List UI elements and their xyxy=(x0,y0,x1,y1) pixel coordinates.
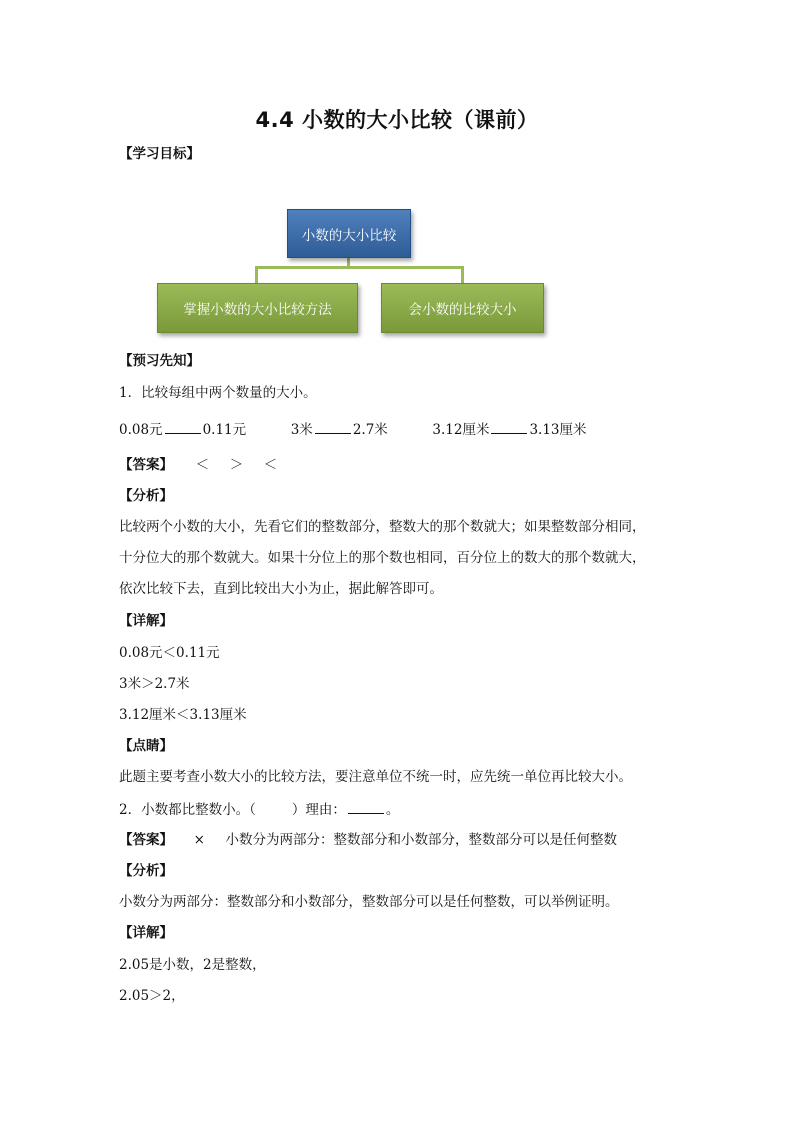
q1-item-3-left: 3.12厘米 xyxy=(432,422,490,438)
q1-item-1-right: 0.11元 xyxy=(202,422,247,438)
q1-answer-3: ＜ xyxy=(263,457,278,473)
q2-stem-part-2: ）理由： xyxy=(291,802,346,818)
q1-answer-2: ＞ xyxy=(229,457,244,473)
q2-answer-mark: × xyxy=(193,832,205,848)
q1-item-3-right: 3.13厘米 xyxy=(529,422,587,438)
diagram-child-node-2: 会小数的比较大小 xyxy=(381,283,544,333)
q2-detail-1: 2.05是小数，2是整数， xyxy=(119,957,266,973)
q1-comment-label: 【点睛】 xyxy=(119,738,173,754)
diagram-child-node-1: 掌握小数的大小比较方法 xyxy=(157,283,358,333)
q1-detail-2: 3米＞2.7米 xyxy=(119,676,190,692)
q2-stem-part-3: 。 xyxy=(385,802,400,818)
q2-detail-label: 【详解】 xyxy=(119,925,173,941)
q1-item-1-blank xyxy=(165,420,201,434)
q1-analysis-line-3: 依次比较下去，直到比较出大小为止，据此解答即可。 xyxy=(119,581,443,597)
connector-left xyxy=(255,266,258,283)
q1-analysis-line-2: 十分位大的那个数就大。如果十分位上的那个数也相同，百分位上的数大的那个数就大， xyxy=(119,550,646,566)
q1-item-1-left: 0.08元 xyxy=(119,422,163,438)
q2-analysis-label: 【分析】 xyxy=(119,863,173,879)
q2-analysis: 小数分为两部分：整数部分和小数部分，整数部分可以是任何整数，可以举例证明。 xyxy=(119,894,619,910)
q1-detail-3: 3.12厘米＜3.13厘米 xyxy=(119,707,247,723)
q1-detail-1: 0.08元＜0.11元 xyxy=(119,645,220,661)
q1-item-2-right: 2.7米 xyxy=(352,422,388,438)
q1-item-2-left: 3米 xyxy=(290,422,313,438)
q2-answer xyxy=(119,831,617,849)
q1-analysis-label: 【分析】 xyxy=(119,488,173,504)
q1-answer-label: 【答案】 xyxy=(119,457,173,473)
connector-right xyxy=(461,266,464,283)
q1-answer xyxy=(119,456,277,474)
q1-item-3-blank xyxy=(491,420,527,434)
section-learning-goals: 【学习目标】 xyxy=(119,146,200,162)
q1-answer-1: ＜ xyxy=(195,457,210,473)
q2-stem xyxy=(119,800,399,819)
q2-reason-blank xyxy=(348,800,384,814)
connector-bar xyxy=(255,266,464,269)
q1-detail-label: 【详解】 xyxy=(119,613,173,629)
q1-stem: 1．比较每组中两个数量的大小。 xyxy=(119,385,317,401)
q2-answer-text: 小数分为两部分：整数部分和小数部分，整数部分可以是任何整数 xyxy=(225,832,617,848)
page-title: 4.4 小数的大小比较（课前） xyxy=(255,108,539,132)
q2-detail-2: 2.05＞2， xyxy=(119,988,185,1004)
q1-comment: 此题主要考查小数大小的比较方法，要注意单位不统一时，应先统一单位再比较大小。 xyxy=(119,769,632,785)
q1-analysis-line-1: 比较两个小数的大小，先看它们的整数部分，整数大的那个数就大；如果整数部分相同， xyxy=(119,519,646,535)
q2-answer-label: 【答案】 xyxy=(119,832,173,848)
diagram-root-node: 小数的大小比较 xyxy=(287,209,411,258)
q2-stem-part-1: 2．小数都比整数小。（ xyxy=(119,802,256,818)
section-preview: 【预习先知】 xyxy=(119,353,200,369)
q1-item-2-blank xyxy=(315,420,351,434)
q1-items xyxy=(119,420,587,439)
